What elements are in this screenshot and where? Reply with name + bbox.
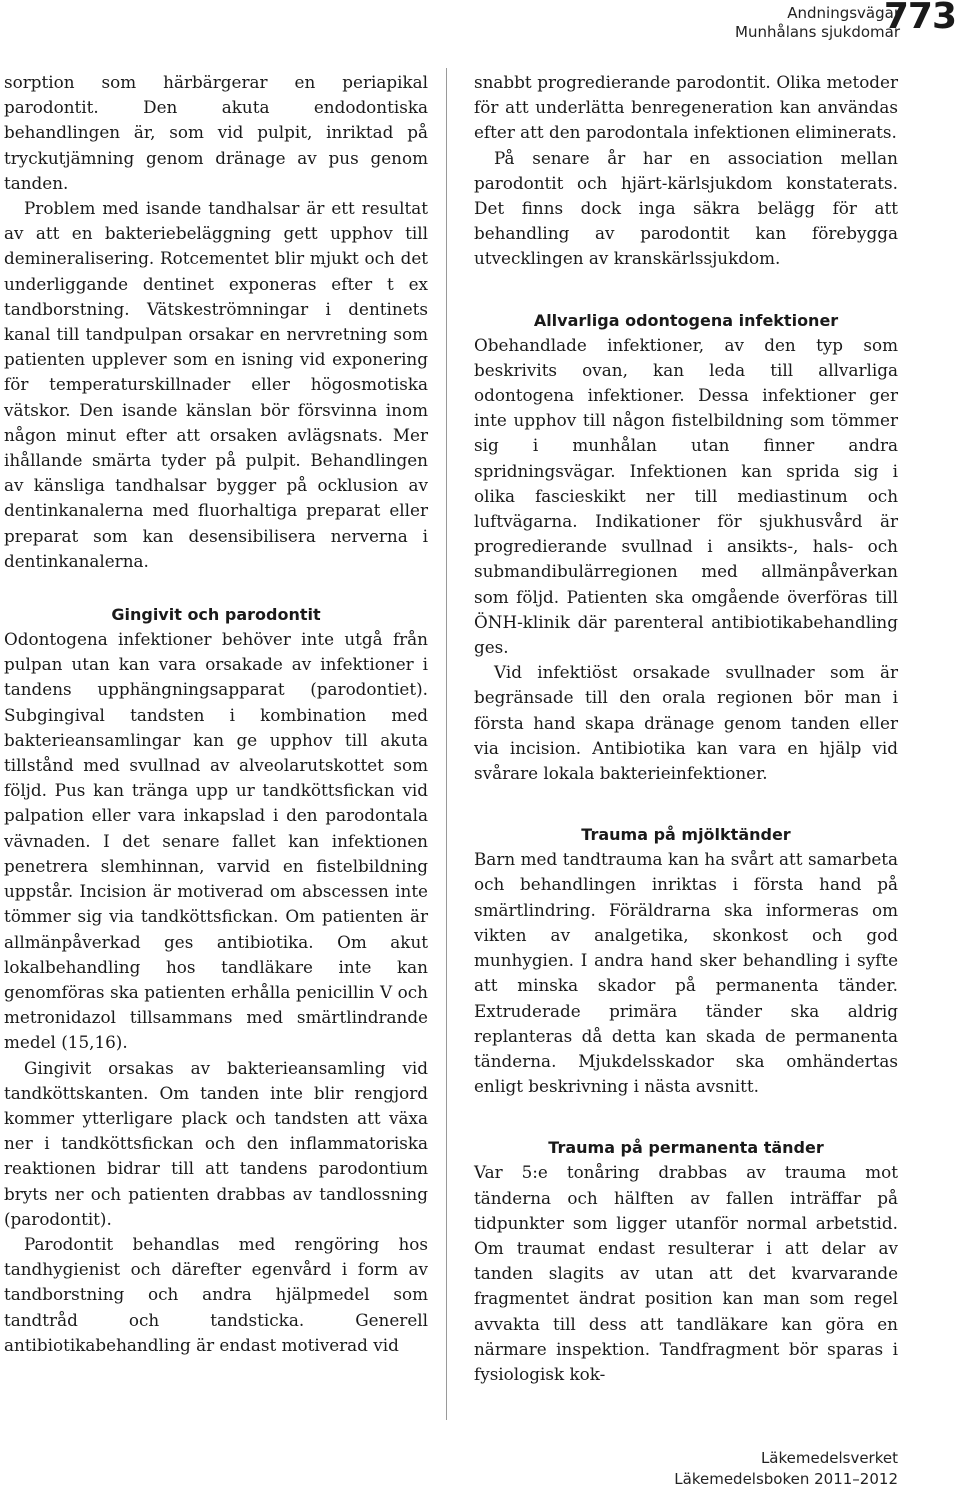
section-heading-allvarliga: Allvarliga odontogena infektioner xyxy=(533,310,839,330)
paragraph: Vid infektiöst orsakade svullnader som är begränsade till den orala regionen bör man i första hand skapa dränage genom tanden eller via incision. Antibiotika kan vara en hjälp vid svårare lokala bakterieinfektioner. xyxy=(474,662,898,784)
running-header xyxy=(735,4,900,42)
paragraph: Var 5:e tonåring drabbas av trauma mot tänderna och hälften av fallen inträffar på tidpunkter som ligger utanför normal arbetstid. Om traumat endast resulterar i att delar av tanden slagits av utan att det kvarvarande fragmentet ändrat position kan man som regel avvakta till dess att tandläkare kan göra en närmare inspektion. Tandfragment bör sparas i fysiologisk kok- xyxy=(474,1162,898,1384)
paragraph: På senare år har en association mellan parodontit och hjärt-kärlsjukdom konstaterats. Det finns dock inga säkra belägg för att behandling av parodontit kan förebygga utvecklingen av kranskärlssjukdom. xyxy=(474,147,898,269)
page-header xyxy=(0,0,960,46)
publisher: Läkemedelsverket xyxy=(760,1449,898,1467)
paragraph: Barn med tandtrauma kan ha svårt att samarbeta och behandlingen inriktas i första hand på smärtlindring. Föräldrarna ska informeras om vikten av analgetika, skonkost och god munhygien. I andra hand sker behandling i syfte att minska skador på permanenta tänder. Extruderade primära tänder ska aldrig replanteras då detta kan skada de permanenta tänderna. Mjukdelsskador ska omhändertas enligt beskrivning i nästa avsnitt. xyxy=(474,849,898,1097)
paragraph: snabbt progredierande parodontit. Olika metoder för att underlätta benregeneration kan användas efter att den parodontala infektionen eliminerats. xyxy=(474,72,898,143)
chapter-title: Munhålans sjukdomar xyxy=(735,23,900,41)
page-number: 773 xyxy=(883,0,956,37)
paragraph: Problem med isande tandhalsar är ett resultat av att en bakteriebeläggning gett upphov till demineralisering. Rotcementet blir mjukt och det underliggande dentinet exponeras efter t ex tandborstning. Vätskeströmningar i dentinets kanal till tandpulpan orsakar en nervretning som patienten upplever som en isning vid exponering för temperaturskillnader eller högosmotiska vätskor. Den isande känslan bör försvinna inom någon minut efter att orsaken avlägsnats. Mer ihållande smärta tyder på pulpit. Behandlingen av känsliga tandhalsar bygger på ocklusion av dentinkanalerna med fluorhaltiga preparat eller preparat som kan desensibilisera nerverna i dentinkanalerna. xyxy=(4,198,428,571)
paragraph: Parodontit behandlas med rengöring hos tandhygienist och därefter egenvård i form av tandborstning och andra hjälpmedel som tandtråd och tandsticka. Generell antibiotikabehandling är endast motiverad vid xyxy=(4,1233,428,1355)
page-footer xyxy=(674,1448,898,1490)
paragraph: Obehandlade infektioner, av den typ som beskrivits ovan, kan leda till allvarliga odontogena infektioner. Dessa infektioner ger inte upphov till någon fistelbildning som tömmer sig i munhålan utan finner andra spridningsvägar. Infektionen kan sprida sig i olika fascieskikt ner till mediastinum och luftvägarna. Indikationer för sjukhusvård är progredierande svullnad i ansikts-, hals- och submandibulärregionen med allmänpåverkan som följd. Patienten ska omgående överföras till ÖNH-klinik där parenteral antibiotikabehandling ges. xyxy=(474,334,898,658)
column-divider xyxy=(446,68,447,1420)
left-column xyxy=(4,70,428,1358)
book-title: Läkemedelsboken 2011–2012 xyxy=(674,1470,898,1488)
paragraph: Odontogena infektioner behöver inte utgå från pulpan utan kan vara orsakade av infektioner i tandens upphängningsapparat (parodontiet). Subgingival tandsten i kombination med bakterieansamlingar kan ge upphov till akuta tillstånd med svullnad av alveolarutskottet som följd. Pus kan tränga upp ur tandköttsfickan vid palpation eller vara inkapslad i den parodontala vävnaden. I det senare fallet kan infektionen penetrera slemhinnan, varvid en fistelbildning uppstår. Incision är motiverad om abscessen inte tömmer sig via tandköttsfickan. Om patienten är allmänpåverkad ges antibiotika. Om akut lokalbehandling hos tandläkare inte kan genomföras ska patienten erhålla penicillin V och metronidazol tillsammans med smärtlindrande medel (15,16). xyxy=(4,629,428,1053)
section-heading-gingivit: Gingivit och parodontit xyxy=(111,605,321,625)
section-heading-mjolktander: Trauma på mjölktänder xyxy=(581,825,791,845)
paragraph: sorption som härbärgerar en periapikal parodontit. Den akuta endodontiska behandlingen är, som vid pulpit, inriktad på tryckutjämning genom dränage av pus genom tanden. xyxy=(4,72,428,193)
right-column xyxy=(474,70,898,1387)
section-heading-permanenta: Trauma på permanenta tänder xyxy=(548,1138,824,1158)
section-title: Andningsvägar xyxy=(787,4,900,22)
paragraph: Gingivit orsakas av bakterieansamling vid tandköttskanten. Om tanden inte blir rengjord kommer ytterligare plack och tandsten att växa ner i tandköttsfickan och den inflammatoriska reaktionen bidrar till att tandens parodontium bryts ner och patienten drabbas av tandlossning (parodontit). xyxy=(4,1057,428,1229)
